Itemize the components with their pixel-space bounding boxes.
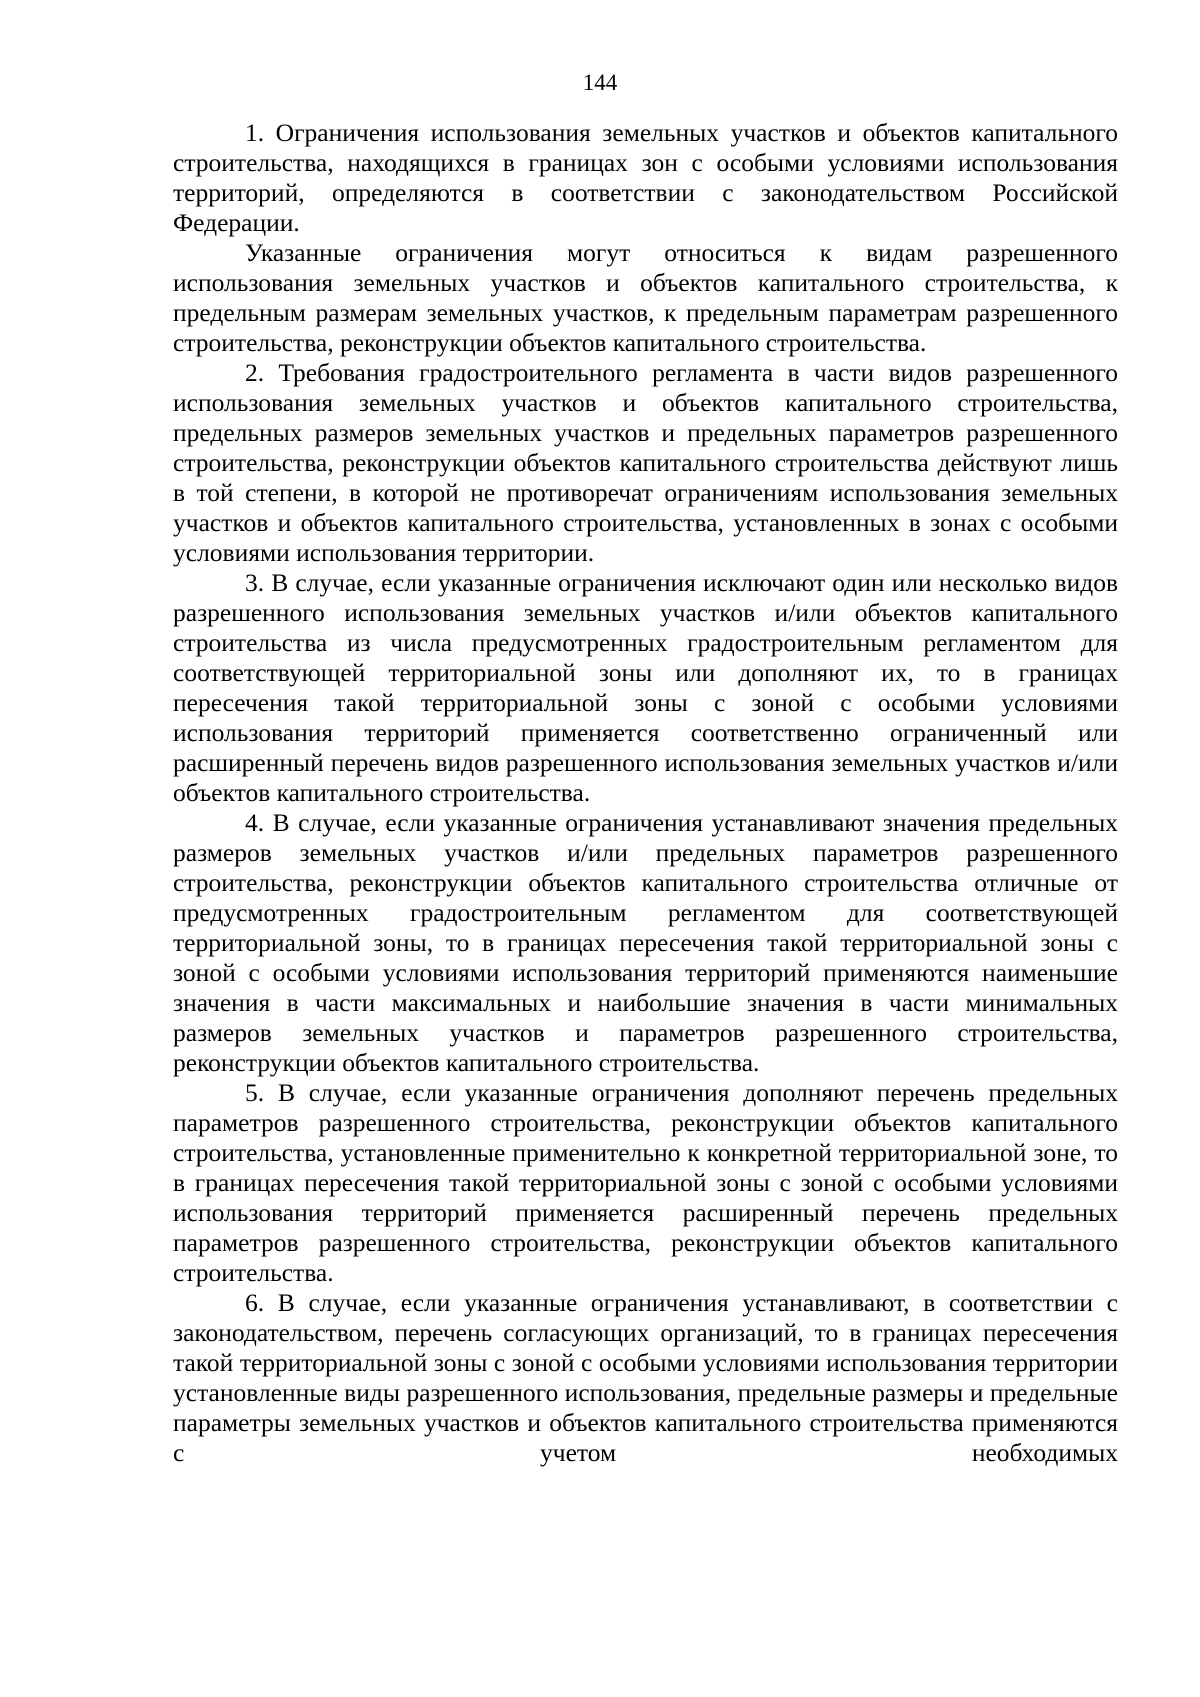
paragraph-2: 2. Требования градостроительного регламента в части видов разрешенного использования земельных участков и объектов капитального строительства, предельных размеров земельных участков и предельных параметров разрешенного строительства, реконструкции объектов капитального строительства действуют лишь в той степени, в которой не противоречат ограничениям использования земельных участков и объектов капитального строительства, установленных в зонах с особыми условиями использования территории. (173, 358, 1118, 567)
paragraph-1: 1. Ограничения использования земельных участков и объектов капитального строительства, находящихся в границах зон с особыми условиями использования территорий, определяются в соответствии с законодательством Российской Федерации. (173, 118, 1118, 237)
paragraph-4: 4. В случае, если указанные ограничения устанавливают значения предельных размеров земельных участков и/или предельных параметров разрешенного строительства, реконструкции объектов капитального строительства отличные от предусмотренных градостроительным регламентом для соответствующей территориальной зоны, то в границах пересечения такой территориальной зоны с зоной с особыми условиями использования территорий применяются наименьшие значения в части максимальных и наибольшие значения в части минимальных размеров земельных участков и параметров разрешенного строительства, реконструкции объектов капитального строительства. (173, 808, 1118, 1077)
page-number: 144 (582, 70, 618, 95)
paragraph-6: 6. В случае, если указанные ограничения устанавливают, в соответствии с законодательством, перечень согласующих организаций, то в границах пересечения такой территориальной зоны с зоной с особыми условиями использования территории установленные виды разрешенного использования, предельные размеры и предельные параметры земельных участков и объектов капитального строительства применяются с учетом необходимых (173, 1288, 1118, 1467)
paragraph-5: 5. В случае, если указанные ограничения дополняют перечень предельных параметров разрешенного строительства, реконструкции объектов капитального строительства, установленные применительно к конкретной территориальной зоне, то в границах пересечения такой территориальной зоны с зоной с особыми условиями использования территорий применяется расширенный перечень предельных параметров разрешенного строительства, реконструкции объектов капитального строительства. (173, 1078, 1118, 1287)
document-body (173, 118, 1118, 1468)
paragraph-3: 3. В случае, если указанные ограничения исключают один или несколько видов разрешенного использования земельных участков и/или объектов капитального строительства из числа предусмотренных градостроительным регламентом для соответствующей территориальной зоны или дополняют их, то в границах пересечения такой территориальной зоны с зоной с особыми условиями использования территорий применяется соответственно ограниченный или расширенный перечень видов разрешенного использования земельных участков и/или объектов капитального строительства. (173, 568, 1118, 807)
paragraph-1-note: Указанные ограничения могут относиться к видам разрешенного использования земельных участков и объектов капитального строительства, к предельным размерам земельных участков, к предельным параметрам разрешенного строительства, реконструкции объектов капитального строительства. (173, 238, 1118, 357)
